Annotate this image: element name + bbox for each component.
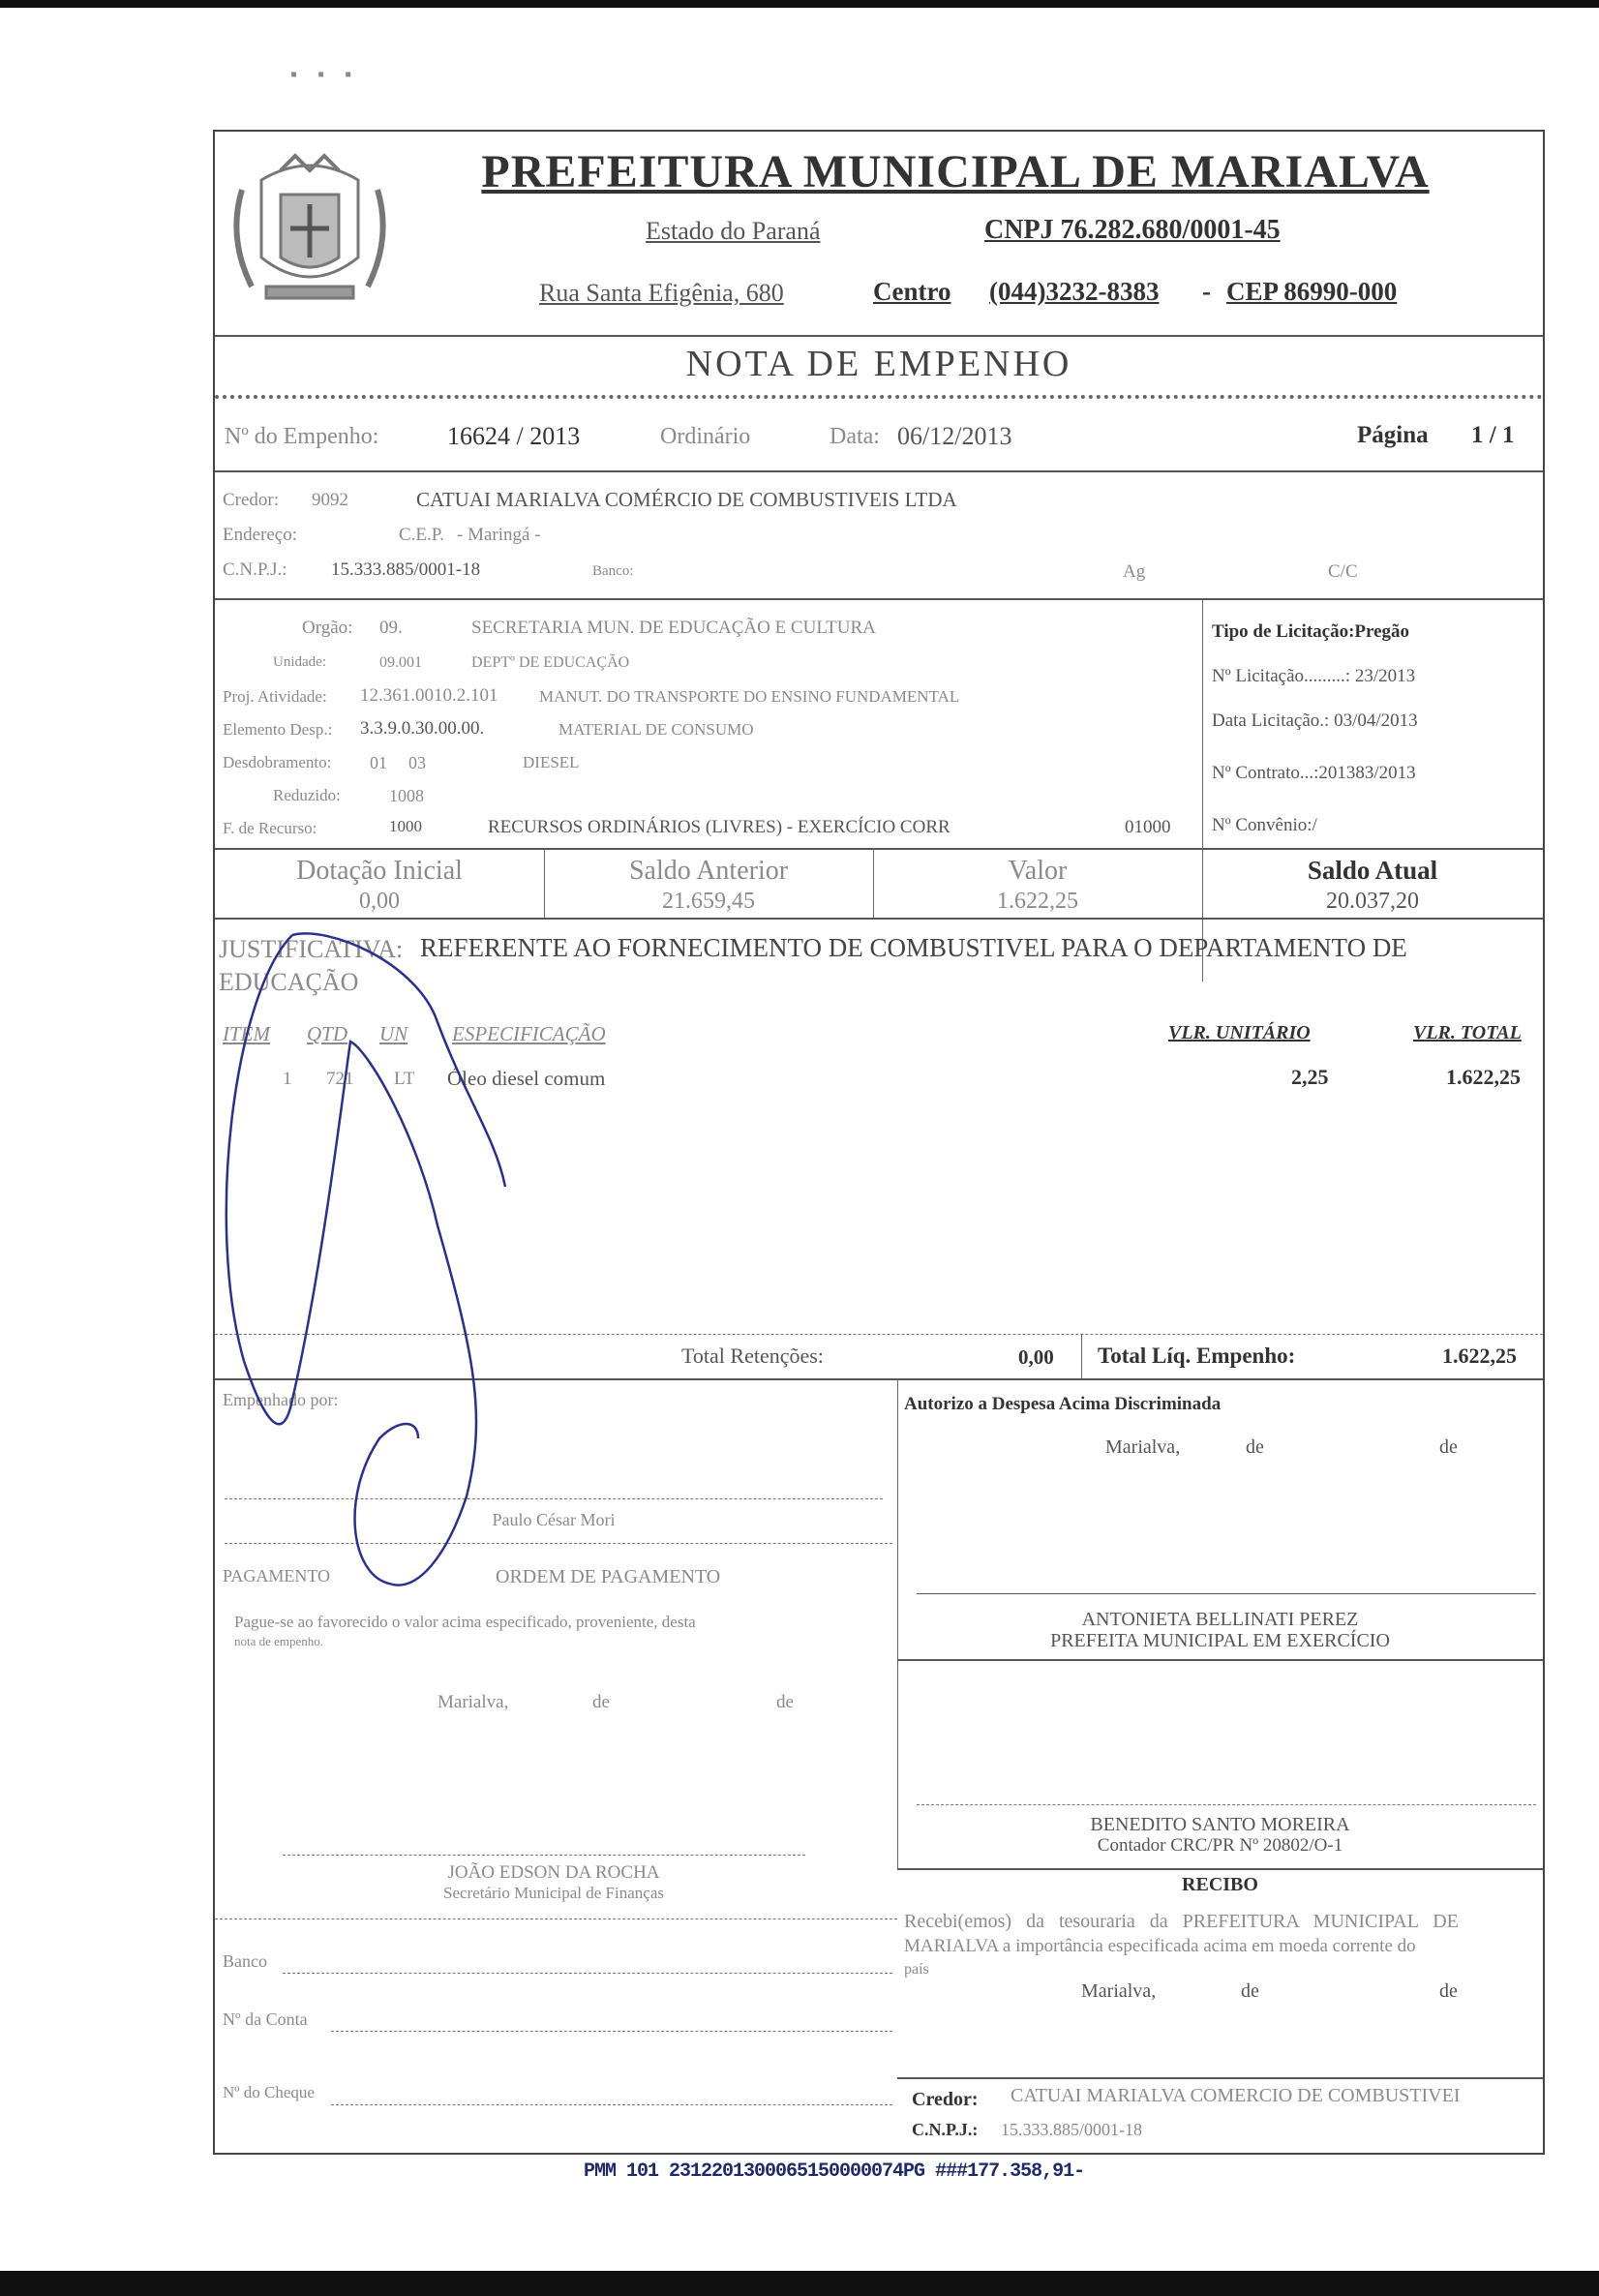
desdobramento-name: DIESEL <box>523 753 580 771</box>
secretario-role: Secretário Municipal de Finanças <box>442 1884 664 1902</box>
municipality-title: PREFEITURA MUNICIPAL DE MARIALVA <box>481 146 1430 197</box>
credor-cnpj: 15.333.885/0001-18 <box>331 559 481 580</box>
autorizo-de-2: de <box>1439 1436 1458 1458</box>
recibo-credor-name: CATUAI MARIALVA COMERCIO DE COMBUSTIVEI <box>1011 2085 1461 2106</box>
funcional-name: MANUT. DO TRANSPORTE DO ENSINO FUNDAMENTAL <box>539 687 960 706</box>
orgao-name: SECRETARIA MUN. DE EDUCAÇÃO E CULTURA <box>471 618 876 638</box>
cheque-line <box>331 2104 892 2105</box>
document-title: NOTA DE EMPENHO <box>685 344 1072 384</box>
fonte-code-2: 01000 <box>1125 817 1171 837</box>
item-number: 1 <box>283 1069 292 1089</box>
page-number: 1 / 1 <box>1471 422 1515 448</box>
col-header-un: UN <box>379 1022 408 1045</box>
recibo-credor-label: Credor: <box>912 2089 979 2110</box>
numero-contrato: Nº Contrato...:201383/2013 <box>1212 763 1416 783</box>
fonte-name: RECURSOS ORDINÁRIOS (LIVRES) - EXERCÍCIO CORR <box>488 817 950 837</box>
header-dash: - <box>1202 277 1211 306</box>
orgao-label: Orgão: <box>302 618 353 638</box>
empenho-label: Nº do Empenho: <box>225 424 379 449</box>
stamp-code: PMM 101 2312201300065150000074PG ###177.358,91- <box>584 2160 1085 2183</box>
conta-line <box>331 2031 892 2032</box>
autorizo-text: Autorizo a Despesa Acima Discriminada <box>904 1394 1222 1414</box>
valor-label: Valor <box>1008 856 1068 886</box>
reduzido-label: Reduzido: <box>273 786 341 804</box>
empenhado-name: Paulo César Mori <box>492 1510 616 1529</box>
scan-bottom-edge <box>0 2271 1599 2296</box>
unidade-label: Unidade: <box>273 654 326 670</box>
cnpj-header: CNPJ 76.282.680/0001-45 <box>984 215 1281 245</box>
item-unit: LT <box>394 1069 415 1089</box>
desdobramento-code-1: 01 <box>370 753 387 772</box>
recibo-de-2: de <box>1439 1980 1458 2002</box>
street-address: Rua Santa Efigênia, 680 <box>539 279 784 307</box>
phone: (044)3232-8383 <box>989 277 1160 306</box>
nota-de-empenho-document <box>213 130 1545 2155</box>
conta-label: Nº da Conta <box>223 2009 308 2029</box>
empenho-type: Ordinário <box>660 424 751 449</box>
justificativa-line-2: EDUCAÇÃO <box>219 968 359 996</box>
page-label: Página <box>1357 422 1429 448</box>
recibo-text-1: Recebi(emos) da tesouraria da PREFEITURA MUNICIPAL DE <box>904 1911 1459 1932</box>
recibo-text-2: MARIALVA a importância especificada acima em moeda corrente do <box>904 1936 1416 1956</box>
pagamento-place: Marialva, <box>437 1692 509 1712</box>
numero-convenio: Nº Convênio:/ <box>1212 815 1317 835</box>
justificativa-label: JUSTIFICATIVA: <box>219 935 404 963</box>
saldo-atual-value: 20.037,20 <box>1326 889 1419 914</box>
elemento-code: 3.3.9.0.30.00.00. <box>360 718 485 739</box>
pague-text-1: Pague-se ao favorecido o valor acima especificado, proveniente, desta <box>234 1613 696 1631</box>
signature-line <box>283 1855 805 1856</box>
empenhado-label: Empenhado por: <box>223 1390 339 1409</box>
pagamento-de-1: de <box>592 1692 610 1712</box>
data-licitacao: Data Licitação.: 03/04/2013 <box>1212 710 1418 731</box>
saldo-anterior-value: 21.659,45 <box>662 889 755 914</box>
prefeita-name: ANTONIETA BELLINATI PEREZ <box>1081 1609 1359 1630</box>
liquido-value: 1.622,25 <box>1442 1344 1517 1368</box>
recibo-cnpj-value: 15.333.885/0001-18 <box>1001 2120 1142 2139</box>
elemento-label: Elemento Desp.: <box>223 720 333 739</box>
divider <box>215 470 1543 472</box>
recibo-title: RECIBO <box>1182 1874 1258 1895</box>
saldo-anterior-label: Saldo Anterior <box>628 856 789 886</box>
district: Centro <box>873 277 951 306</box>
elemento-name: MATERIAL DE CONSUMO <box>558 720 754 739</box>
credor-cep: C.E.P. <box>399 525 444 545</box>
empenho-number: 16624 / 2013 <box>447 422 581 450</box>
pagamento-label: PAGAMENTO <box>223 1566 331 1586</box>
empenho-date: 06/12/2013 <box>897 422 1012 450</box>
retencoes-label: Total Retenções: <box>681 1344 824 1368</box>
recibo-cnpj-label: C.N.P.J.: <box>912 2120 979 2139</box>
divider <box>1081 1334 1082 1378</box>
divider <box>1202 598 1203 982</box>
signature-line <box>917 1804 1536 1805</box>
fonte-code: 1000 <box>389 817 422 835</box>
dotacao-label: Dotação Inicial <box>296 856 463 886</box>
justificativa-line-1: REFERENTE AO FORNECIMENTO DE COMBUSTIVEL PARA O DEPARTAMENTO DE <box>420 933 1407 962</box>
scan-marks: ▪ ▪ ▪ <box>290 64 360 85</box>
col-header-qtd: QTD <box>307 1022 348 1045</box>
divider <box>897 2077 1543 2079</box>
unidade-code: 09.001 <box>379 654 422 671</box>
address-label: Endereço: <box>223 525 298 545</box>
credor-city: - Maringá - <box>457 525 541 545</box>
numero-licitacao: Nº Licitação.........: 23/2013 <box>1212 666 1416 686</box>
credor-name: CATUAI MARIALVA COMÉRCIO DE COMBUSTIVEIS LTDA <box>416 488 957 511</box>
desdobramento-code-2: 03 <box>408 753 426 772</box>
funcional-code: 12.361.0010.2.101 <box>360 685 498 706</box>
liquido-label: Total Líq. Empenho: <box>1098 1344 1296 1368</box>
dotacao-value: 0,00 <box>359 889 400 914</box>
banco-line <box>283 1973 892 1974</box>
autorizo-place: Marialva, <box>1105 1436 1181 1458</box>
credor-code: 9092 <box>312 490 348 510</box>
prefeita-role: PREFEITA MUNICIPAL EM EXERCÍCIO <box>1050 1630 1390 1651</box>
credor-cnpj-label: C.N.P.J.: <box>223 559 287 580</box>
signature-line <box>917 1593 1536 1594</box>
valor-value: 1.622,25 <box>997 889 1078 914</box>
agency-label: Ag <box>1123 561 1146 582</box>
bank-label: Banco: <box>592 563 634 579</box>
recibo-place: Marialva, <box>1081 1980 1157 2002</box>
divider <box>215 395 1543 399</box>
divider <box>215 1918 897 1919</box>
ordem-pagamento-title: ORDEM DE PAGAMENTO <box>496 1566 721 1587</box>
desdobramento-label: Desdobramento: <box>223 753 332 771</box>
tipo-licitacao: Tipo de Licitação:Pregão <box>1212 621 1410 642</box>
secretario-name: JOÃO EDSON DA ROCHA <box>447 1862 660 1883</box>
retencoes-value: 0,00 <box>1018 1345 1054 1369</box>
handwritten-signature <box>176 819 679 1632</box>
recibo-text-3: país <box>904 1961 929 1978</box>
col-header-unit-value: VLR. UNITÁRIO <box>1168 1022 1311 1043</box>
contador-role: Contador CRC/PR Nº 20802/O-1 <box>1097 1835 1343 1856</box>
funcional-label: Proj. Atividade: <box>223 687 327 706</box>
divider <box>897 1868 1543 1870</box>
item-total-value: 1.622,25 <box>1446 1065 1521 1089</box>
divider <box>215 335 1543 337</box>
account-label: C/C <box>1328 561 1358 582</box>
reduzido-value: 1008 <box>389 786 424 805</box>
item-unit-value: 2,25 <box>1291 1065 1329 1089</box>
pague-text-2: nota de empenho. <box>234 1634 324 1648</box>
recibo-de-1: de <box>1241 1980 1259 2002</box>
state-name: Estado do Paraná <box>646 217 821 245</box>
date-label: Data: <box>830 424 880 449</box>
autorizo-de-1: de <box>1246 1436 1264 1458</box>
item-specification: Óleo diesel comum <box>447 1067 606 1090</box>
divider <box>215 598 1543 600</box>
contador-name: BENEDITO SANTO MOREIRA <box>1090 1814 1350 1835</box>
divider <box>897 1659 1543 1661</box>
saldo-atual-label: Saldo Atual <box>1307 856 1438 885</box>
banco-label: Banco <box>223 1951 267 1971</box>
orgao-code: 09. <box>379 618 403 638</box>
fonte-label: F. de Recurso: <box>223 819 317 837</box>
col-header-item: ITEM <box>223 1022 270 1045</box>
scan-top-edge <box>0 0 1599 8</box>
pagamento-de-2: de <box>776 1692 794 1712</box>
item-quantity: 721 <box>326 1069 354 1089</box>
col-header-spec: ESPECIFICAÇÃO <box>452 1022 606 1045</box>
cep-header: CEP 86990-000 <box>1226 277 1398 306</box>
credor-label: Credor: <box>223 490 280 510</box>
cheque-label: Nº do Cheque <box>223 2083 315 2101</box>
unidade-name: DEPTº DE EDUCAÇÃO <box>471 654 630 671</box>
col-header-total-value: VLR. TOTAL <box>1413 1022 1522 1043</box>
